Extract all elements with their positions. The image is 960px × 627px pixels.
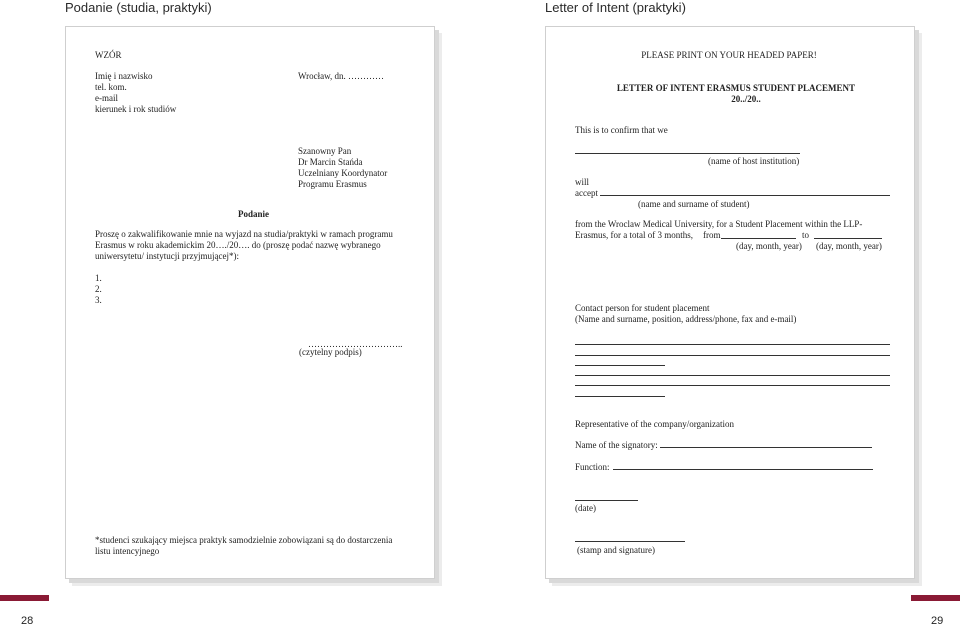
accent-bar-right [911, 595, 960, 601]
contact-line [575, 375, 890, 376]
contact-subtitle: (Name and surname, position, address/phone, fax and e-mail) [575, 314, 797, 324]
will-text: will [575, 177, 590, 187]
footnote: *studenci szukający miejsca praktyk samodzielnie zobowiązani są do dostarczenia listu intencyjnego [95, 535, 393, 556]
sender-line: tel. kom. [95, 82, 127, 92]
addressee-line: Uczelniany Koordynator [298, 168, 388, 178]
contact-title: Contact person for student placement [575, 303, 710, 313]
date-place: Wrocław, dn. ………… [298, 71, 385, 81]
contact-line [575, 355, 890, 356]
function-line [613, 469, 873, 470]
addressee-line: Dr Marcin Stańda [298, 157, 363, 167]
wzor-label: WZÓR [95, 50, 122, 60]
right-header: Letter of Intent (praktyki) [545, 0, 686, 15]
accept-text: accept [575, 188, 598, 198]
to-date-label: (day, month, year) [816, 241, 882, 251]
list-item: 3. [95, 295, 102, 305]
student-name-label: (name and surname of student) [638, 199, 750, 209]
contact-line [575, 344, 890, 345]
signatory-label: Name of the signatory: [575, 440, 658, 450]
host-institution-label: (name of host institution) [708, 156, 800, 166]
to-date-line [814, 238, 882, 239]
signature-dots: ………………………….. [308, 339, 403, 349]
from-word: from [703, 230, 721, 240]
from-date-label: (day, month, year) [736, 241, 802, 251]
contact-line [575, 385, 890, 386]
request-body: Proszę o zakwalifikowanie mnie na wyjazd na studia/praktyki w ramach programu Erasmus w roku akademickim 20…./20…. do (proszę podać nazwę wybranego uniwersytetu/ instytucji przyjmującej*): [95, 229, 393, 261]
sender-line: e-mail [95, 93, 118, 103]
host-institution-line [575, 153, 800, 154]
letter-year: 20../20.. [731, 94, 761, 104]
confirm-text: This is to confirm that we [575, 125, 668, 135]
letter-title: LETTER OF INTENT ERASMUS STUDENT PLACEMENT [616, 83, 856, 93]
list-item: 1. [95, 273, 102, 283]
contact-line [575, 365, 665, 366]
date-line [575, 500, 638, 501]
right-page [545, 26, 915, 579]
stamp-label: (stamp and signature) [577, 545, 655, 555]
page-number-left: 28 [21, 615, 34, 627]
contact-line [575, 396, 665, 397]
accent-bar-left [0, 595, 49, 601]
page-number-right: 29 [931, 615, 944, 627]
addressee-line: Programu Erasmus [298, 179, 367, 189]
left-header: Podanie (studia, praktyki) [65, 0, 212, 15]
signatory-line [660, 447, 872, 448]
stamp-line [575, 541, 685, 542]
addressee-line: Szanowny Pan [298, 146, 352, 156]
placement-text: from the Wroclaw Medical University, for a Student Placement within the LLP-Erasmus, for a total of 3 months, [575, 219, 863, 240]
student-name-line [600, 195, 890, 196]
left-page [65, 26, 435, 579]
print-note: PLEASE PRINT ON YOUR HEADED PAPER! [641, 50, 817, 60]
signature-label: (czytelny podpis) [299, 347, 362, 357]
function-label: Function: [575, 462, 610, 472]
list-item: 2. [95, 284, 102, 294]
date-label: (date) [575, 503, 596, 513]
document-title: Podanie [238, 209, 270, 219]
from-date-line [721, 238, 796, 239]
representative-text: Representative of the company/organization [575, 419, 735, 429]
sender-line: kierunek i rok studiów [95, 104, 177, 114]
to-word: to [802, 230, 810, 240]
sender-line: Imię i nazwisko [95, 71, 153, 81]
